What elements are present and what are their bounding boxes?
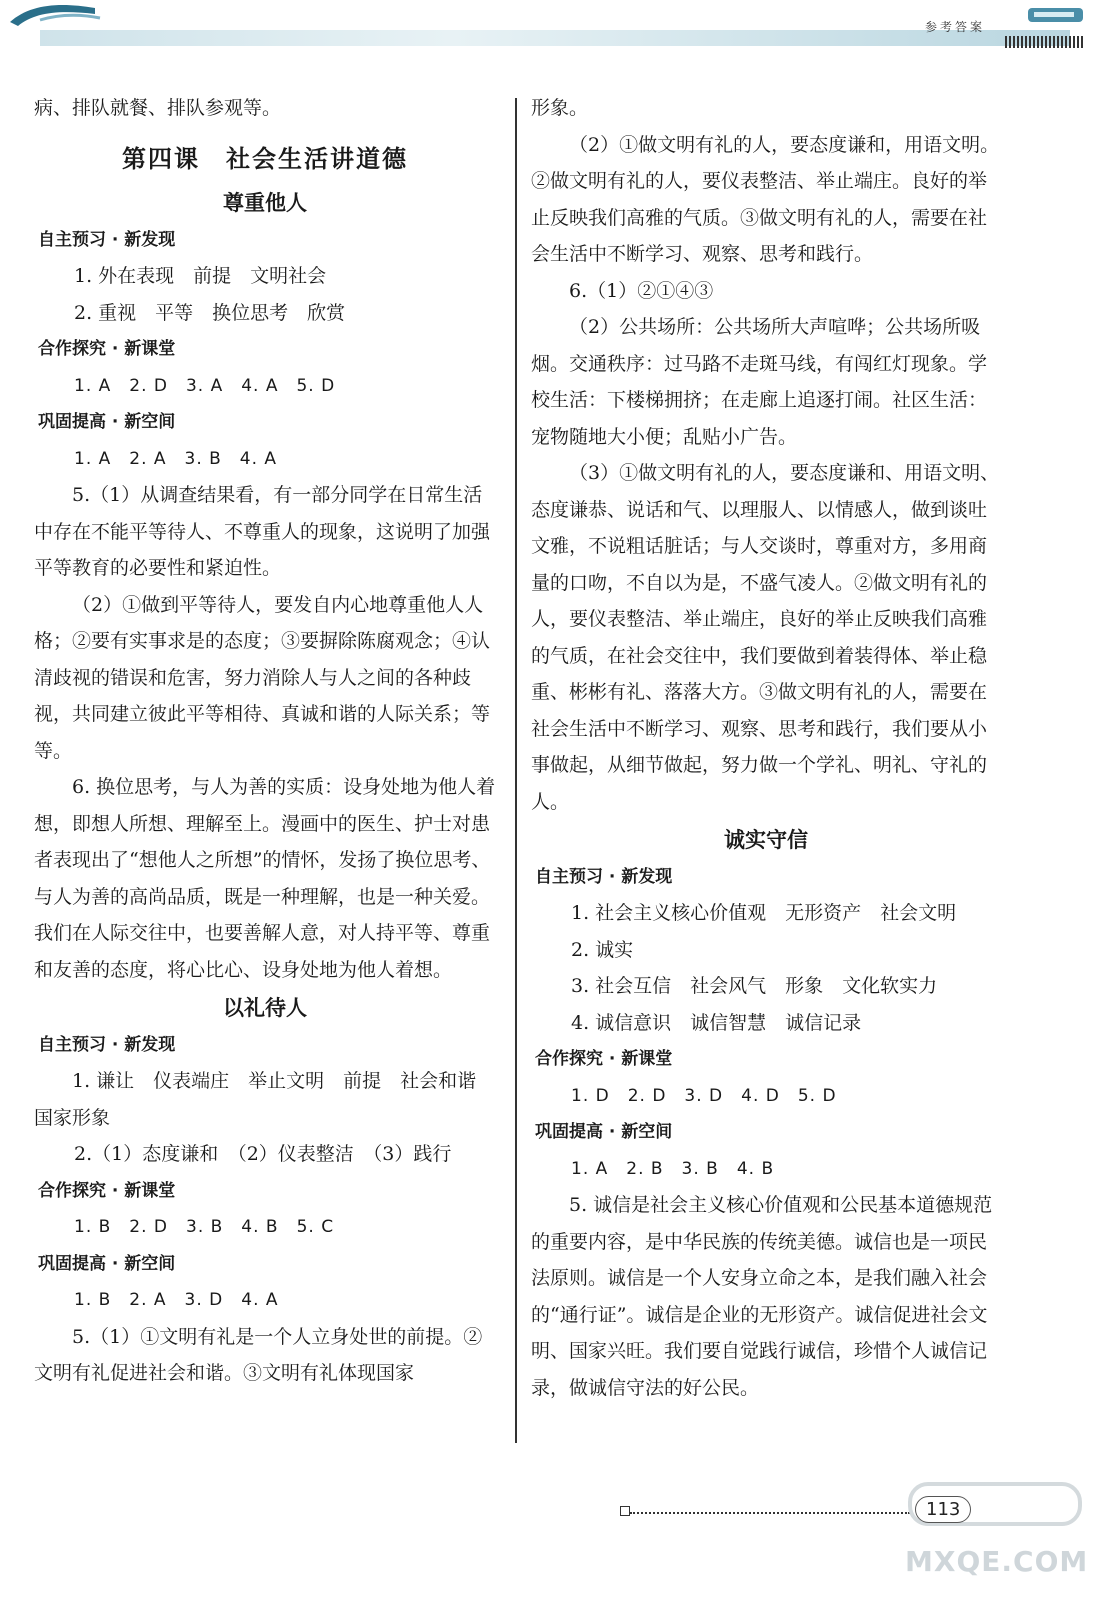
footer-dotted-rule	[630, 1512, 910, 1516]
part-heading: 自主预习 · 新发现	[38, 1034, 176, 1055]
answer-line: 1. 外在表现 前提 文明社会	[74, 265, 327, 287]
answer-paragraph: 6. 换位思考，与人为善的实质：设身处地为他人着想，即想人所想、理解至上。漫画中的医生、护士对患者表现出了“想他人之所想”的情怀，发扬了换位思考、与人为善的高尚品质，既是一种理解，也是一种关爱。我们在人际交往中，也要善解人意，对人持平等、尊重和友善的态度，将心比心、设身处地为他人着想。	[34, 776, 496, 981]
answer-line: 2.（1）态度谦和 （2）仪表整洁 （3）践行	[74, 1143, 452, 1165]
answer-paragraph: （2）公共场所：公共场所大声喧哗；公共场所吸烟。交通秩序：过马路不走斑马线，有闯红灯现象。学校生活：下楼梯拥挤；在走廊上追逐打闹。社区生活：宠物随地大小便；乱贴小广告。	[531, 316, 988, 448]
page-header	[0, 0, 1093, 52]
answer-line: 1. 社会主义核心价值观 无形资产 社会文明	[571, 902, 957, 924]
part-heading: 巩固提高 · 新空间	[535, 1122, 673, 1142]
corner-decoration-icon	[1020, 2, 1090, 30]
answer-line: 1. B 2. D 3. B 4. B 5. C	[74, 1217, 335, 1237]
answer-paragraph: 5.（1）①文明有礼是一个人立身处世的前提。②文明有礼促进社会和谐。③文明有礼体现国家	[34, 1325, 483, 1384]
answer-line: 4. 诚信意识 诚信智慧 诚信记录	[571, 1011, 862, 1034]
header-barcode	[1005, 36, 1085, 48]
part-heading: 合作探究 · 新课堂	[38, 339, 176, 359]
logo-swoosh-icon	[0, 0, 110, 30]
part-heading: 巩固提高 · 新空间	[38, 412, 176, 432]
answer-paragraph: 5.（1）从调查结果看，有一部分同学在日常生活中存在不能平等待人、不尊重人的现象，这说明了加强平等教育的必要性和紧迫性。	[34, 484, 491, 579]
section-title-courtesy: 以礼待人	[223, 996, 307, 1020]
part-heading: 巩固提高 · 新空间	[38, 1253, 176, 1274]
lesson-title: 第四课 社会生活讲道德	[122, 143, 408, 173]
answer-line: 1. B 2. A 3. D 4. A	[74, 1290, 279, 1310]
answer-paragraph: （2）①做文明有礼的人，要态度谦和，用语文明。②做文明有礼的人，要仪表整洁、举止端庄。良好的举止反映我们高雅的气质。③做文明有礼的人，需要在社会生活中不断学习、观察、思考和践行。	[531, 133, 1000, 265]
answer-paragraph: （2）①做到平等待人，要发自内心地尊重他人人格；②要有实事求是的态度；③要摒除陈腐观念；④认清歧视的错误和危害，努力消除人与人之间的各种歧视，共同建立彼此平等相待、真诚和谐的人际关系；等等。	[34, 593, 491, 762]
part-heading: 合作探究 · 新课堂	[535, 1049, 673, 1069]
answer-paragraph: （3）①做文明有礼的人，要态度谦和、用语文明、态度谦恭、说话和气、以理服人、以情感人，做到谈吐文雅，不说粗话脏话；与人交谈时，尊重对方，多用商量的口吻，不自以为是，不盛气凌人。②做文明有礼的人，要仪表整洁、举止端庄，良好的举止反映我们高雅的气质，在社会交往中，我们要做到着装得体、举止稳重、彬彬有礼、落落大方。③做文明有礼的人，需要在社会生活中不断学习、观察、思考和践行，我们要从小事做起，从细节做起，努力做一个学礼、明礼、守礼的人。	[531, 462, 1000, 813]
answer-line: 1. A 2. D 3. A 4. A 5. D	[74, 375, 336, 396]
part-heading: 合作探究 · 新课堂	[38, 1180, 176, 1201]
part-heading: 自主预习 · 新发现	[38, 229, 176, 250]
continued-text: 病、排队就餐、排队参观等。	[34, 97, 282, 119]
watermark-text: MXQE.COM	[905, 1545, 1089, 1578]
answer-line: 1. A 2. A 3. B 4. A	[74, 448, 278, 469]
section-title-honesty: 诚实守信	[724, 828, 808, 852]
column-divider	[515, 98, 517, 1443]
left-column	[34, 90, 496, 1392]
answer-paragraph: 5. 诚信是社会主义核心价值观和公民基本道德规范的重要内容，是中华民族的传统美德。诚信也是一项民法原则。诚信是一个人安身立命之本，是我们融入社会的“通行证”。诚信是企业的无形资产。诚信促进社会文明、国家兴旺。我们要自觉践行诚信，珍惜个人诚信记录，做诚信守法的好公民。	[531, 1194, 993, 1399]
part-heading: 自主预习 · 新发现	[535, 866, 673, 887]
answer-line: 2. 重视 平等 换位思考 欣赏	[74, 301, 346, 324]
section-title-respect: 尊重他人	[223, 191, 307, 215]
continued-text: 形象。	[531, 97, 589, 119]
answer-line: 3. 社会互信 社会风气 形象 文化软实力	[571, 975, 938, 997]
header-title: 参考答案	[925, 20, 986, 34]
right-column	[531, 90, 1001, 1406]
header-band	[40, 30, 1070, 46]
answer-paragraph: 1. 谦让 仪表端庄 举止文明 前提 社会和谐 国家形象	[34, 1070, 496, 1129]
answer-line: 2. 诚实	[571, 938, 634, 961]
footer-square-icon	[620, 1506, 630, 1516]
answer-line: 1. A 2. B 3. B 4. B	[571, 1158, 775, 1179]
answer-paragraph: 6.（1）②①④③	[569, 279, 714, 302]
answer-line: 1. D 2. D 3. D 4. D 5. D	[571, 1085, 837, 1106]
page-number: 113	[915, 1496, 971, 1523]
